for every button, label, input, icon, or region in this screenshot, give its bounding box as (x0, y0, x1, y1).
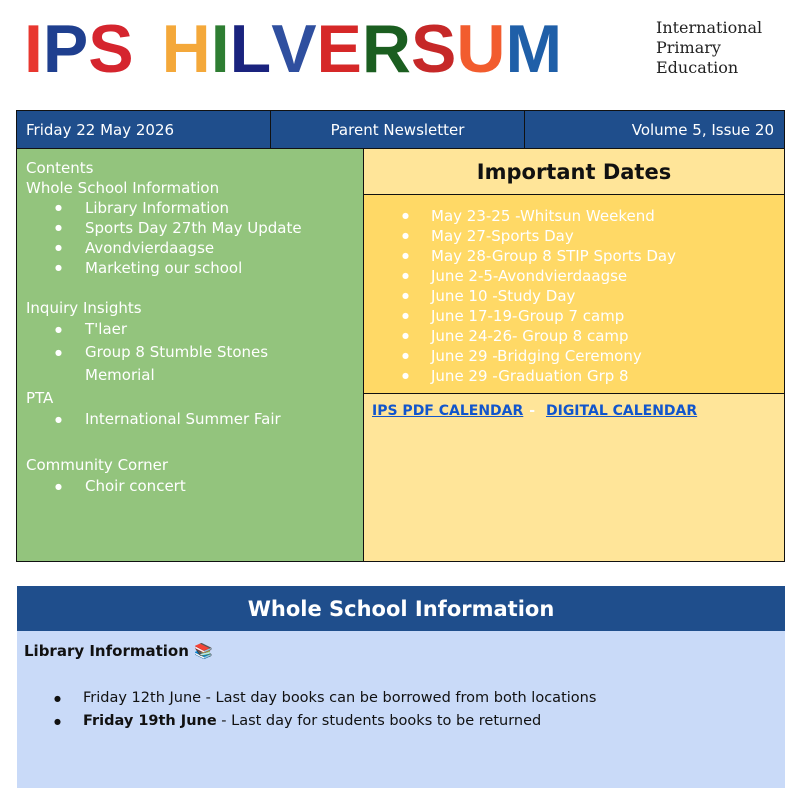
school-logo (24, 11, 563, 87)
date-item: ● May 27-Sports Day (364, 226, 784, 246)
item-text: - Last day for students books to be returned (216, 713, 542, 729)
digital-calendar-link[interactable]: DIGITAL CALENDAR (545, 403, 698, 419)
contents-item[interactable]: ● Library Information (26, 198, 363, 218)
issue-date: Friday 22 May 2026 (17, 111, 271, 148)
contents-item[interactable]: ● Group 8 Stumble Stones Memorial (26, 341, 306, 364)
contents-panel (16, 149, 364, 562)
calendar-links (364, 394, 784, 419)
contents-section[interactable]: Inquiry Insights (26, 299, 142, 317)
logo-letter: P (42, 11, 89, 87)
logo-space (134, 18, 162, 80)
date-item: ● June 2-5-Avondvierdaagse (364, 266, 784, 286)
whole-school-body (17, 631, 785, 788)
contents-item[interactable]: ● Marketing our school (26, 258, 363, 278)
contents-item[interactable]: ● Avondvierdaagse (26, 238, 363, 258)
logo-letter: M (505, 11, 563, 87)
logo-letter: S (88, 11, 134, 87)
bold-date: Friday 19th June (83, 713, 217, 729)
date-item: ● June 24-26- Group 8 camp (364, 326, 784, 346)
volume-issue: Volume 5, Issue 20 (631, 120, 774, 139)
pdf-calendar-link[interactable]: IPS PDF CALENDAR (372, 403, 524, 419)
contents-heading: Contents (26, 159, 94, 177)
whole-school-heading: Whole School Information (17, 586, 785, 631)
important-dates-title: Important Dates (364, 149, 784, 195)
list-item: ● Friday 12th June - Last day books can be borrowed from both locations (17, 687, 785, 710)
list-item (17, 710, 785, 733)
logo-letter: L (229, 11, 272, 87)
tagline-line: Education (656, 58, 739, 77)
contents-section[interactable]: Community Corner (26, 456, 169, 474)
newsletter-info-bar (16, 110, 785, 149)
date-item: ● June 10 -Study Day (364, 286, 784, 306)
newsletter-title: Parent Newsletter (271, 111, 525, 148)
logo-wordmark (24, 11, 563, 87)
date-item: ● June 29 -Bridging Ceremony (364, 346, 784, 366)
logo-letter: H (161, 11, 211, 87)
tagline-line: International (656, 18, 763, 37)
logo-letter: R (361, 11, 412, 87)
logo-letter: V (271, 11, 317, 87)
logo-letter: U (456, 11, 506, 87)
link-separator: - (529, 403, 536, 419)
contents-item[interactable]: ● International Summer Fair (26, 408, 363, 431)
date-item: ● June 17-19-Group 7 camp (364, 306, 784, 326)
date-item: ● May 23-25 -Whitsun Weekend (364, 206, 784, 226)
contents-item[interactable]: ● T'laer (26, 318, 363, 341)
contents-item[interactable]: ● Sports Day 27th May Update (26, 218, 363, 238)
logo-letter: I (210, 11, 230, 87)
date-item: ● May 28-Group 8 STIP Sports Day (364, 246, 784, 266)
dates-list (364, 195, 784, 394)
logo-letter: E (316, 11, 362, 87)
date-item: ● June 29 -Graduation Grp 8 (364, 366, 784, 386)
logo-tagline (656, 18, 762, 78)
logo-letter: I (24, 11, 43, 87)
contents-section[interactable]: Whole School Information (26, 179, 220, 197)
library-info-list (17, 687, 785, 733)
contents-item[interactable]: ● Choir concert (26, 475, 363, 498)
logo-letter: S (411, 11, 457, 87)
contents-section[interactable]: PTA (26, 389, 54, 407)
tagline-line: Primary (656, 38, 721, 57)
library-info-title: Library Information 📚 (24, 642, 213, 660)
important-dates-panel (364, 149, 785, 562)
